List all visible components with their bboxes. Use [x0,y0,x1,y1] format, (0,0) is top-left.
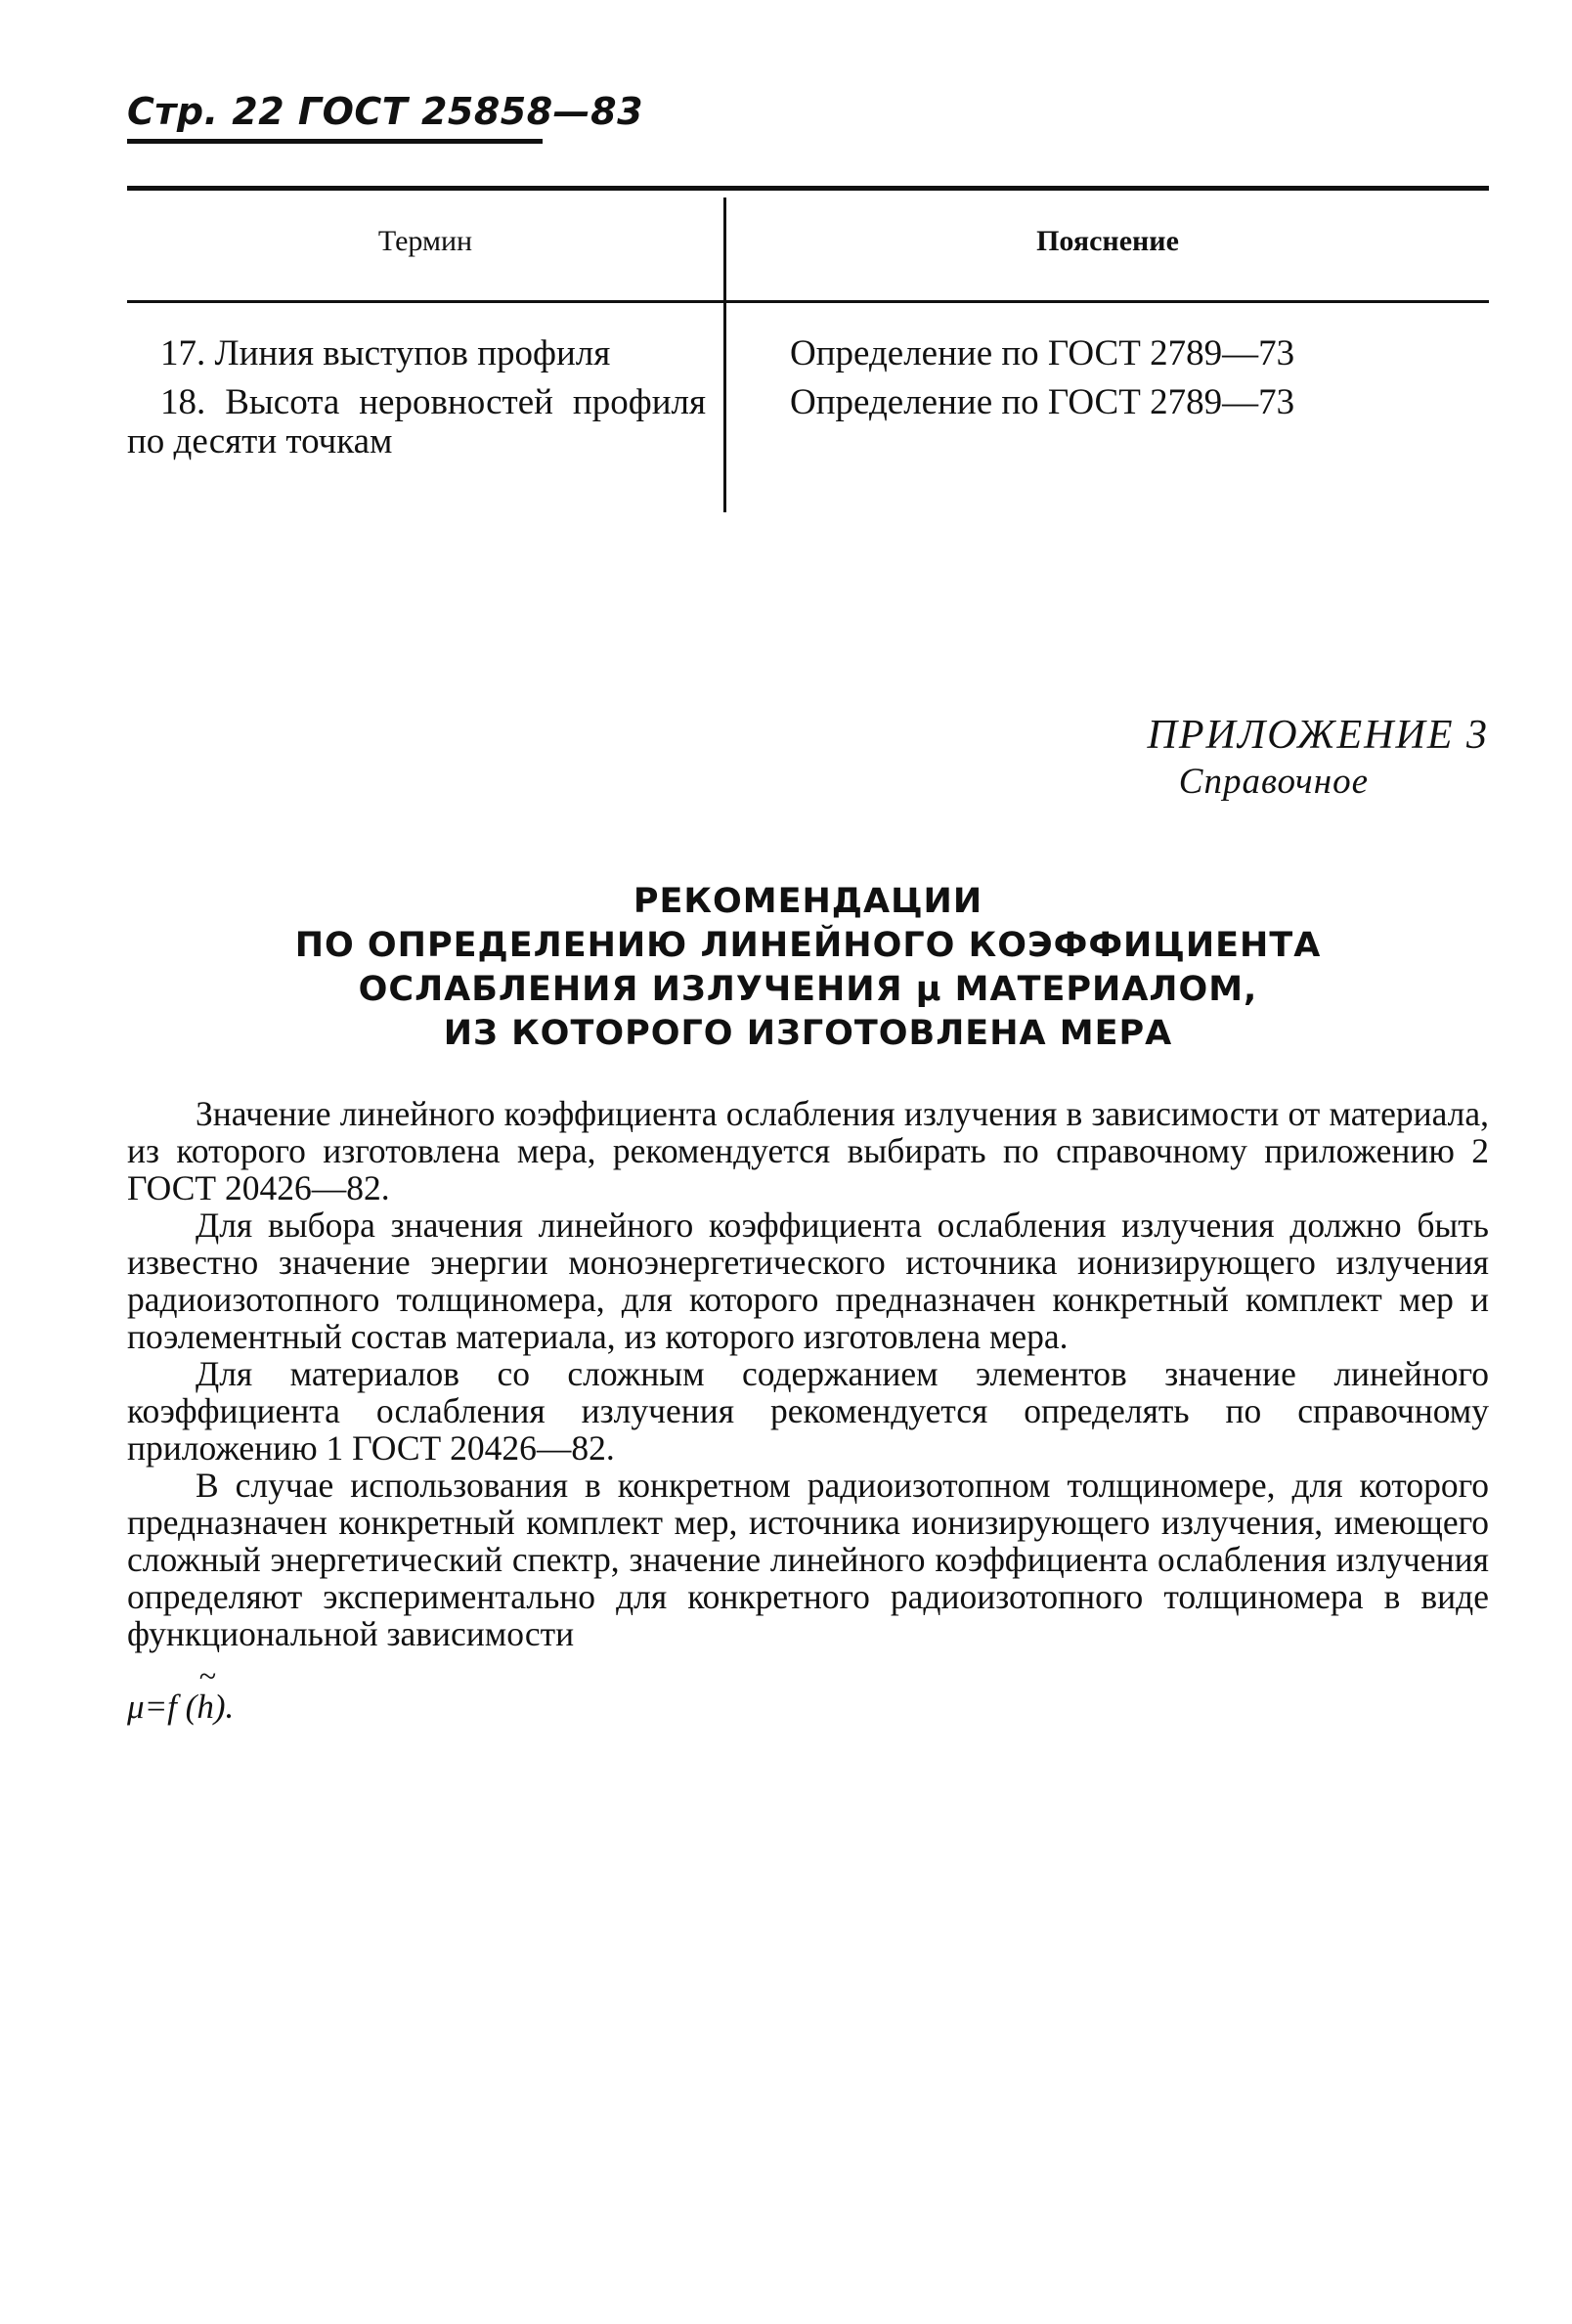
section-title [127,880,1489,1056]
title-line: ПО ОПРЕДЕЛЕНИЮ ЛИНЕЙНОГО КОЭФФИЦИЕНТА [294,926,1322,965]
table-row-term: 18. Высота неровностей профиля по десяти точкам [127,382,706,461]
table-row-term: 17. Линия выступов профиля [160,333,611,373]
paragraph: В случае использования в конкретном радиоизотопном толщиномере, для которого предназначен конкретный комплект мер, источника ионизирующего излучения, имеющего сложный энергетический спектр, значение линейного коэффициента ослабления излучения определяют экспериментально для конкретного радиоизотопного толщиномера в виде функциональной зависимости [127,1466,1489,1653]
title-line: ИЗ КОТОРОГО ИЗГОТОВЛЕНА МЕРА [443,1014,1173,1053]
title-line: РЕКОМЕНДАЦИИ [633,882,983,921]
formula [127,1688,234,1727]
header-rule [127,139,543,144]
formula-rhs: ). [213,1688,235,1726]
paragraph: Для выбора значения линейного коэффициента ослабления излучения должно быть известно значение энергии моноэнергетического источника ионизирующего излучения радиоизотопного толщиномера, для которого предназначен конкретный комплект мер и поэлементный состав материала, из которого изготовлена мера. [127,1206,1489,1356]
formula-lhs: μ=f ( [127,1688,197,1726]
table-top-rule [127,186,1489,191]
table-header-term: Термин [377,225,473,257]
title-line: ОСЛАБЛЕНИЯ ИЗЛУЧЕНИЯ μ МАТЕРИАЛОМ, [358,970,1258,1009]
table-column-divider [723,197,726,512]
paragraph: Значение линейного коэффициента ослабления излучения в зависимости от материала, из которого изготовлена мера, рекомендуется выбирать по справочному приложению 2 ГОСТ 20426—82. [127,1094,1489,1207]
paragraph: Для материалов со сложным содержанием элементов значение линейного коэффициента ослабления излучения рекомендуется определять по справочному приложению 1 ГОСТ 20426—82. [127,1354,1489,1468]
annex-status: Справочное [1178,762,1369,802]
formula-variable: ~ h [196,1688,214,1727]
table-header-explanation: Пояснение [1036,225,1179,257]
table-row-explanation: Определение по ГОСТ 2789—73 [790,382,1295,422]
table-row-explanation: Определение по ГОСТ 2789—73 [790,333,1295,373]
table-header-rule [127,300,1489,303]
page-header: Стр. 22 ГОСТ 25858—83 [127,90,644,133]
body-text [127,1095,1489,1652]
annex-label: ПРИЛОЖЕНИЕ 3 [1147,713,1489,758]
